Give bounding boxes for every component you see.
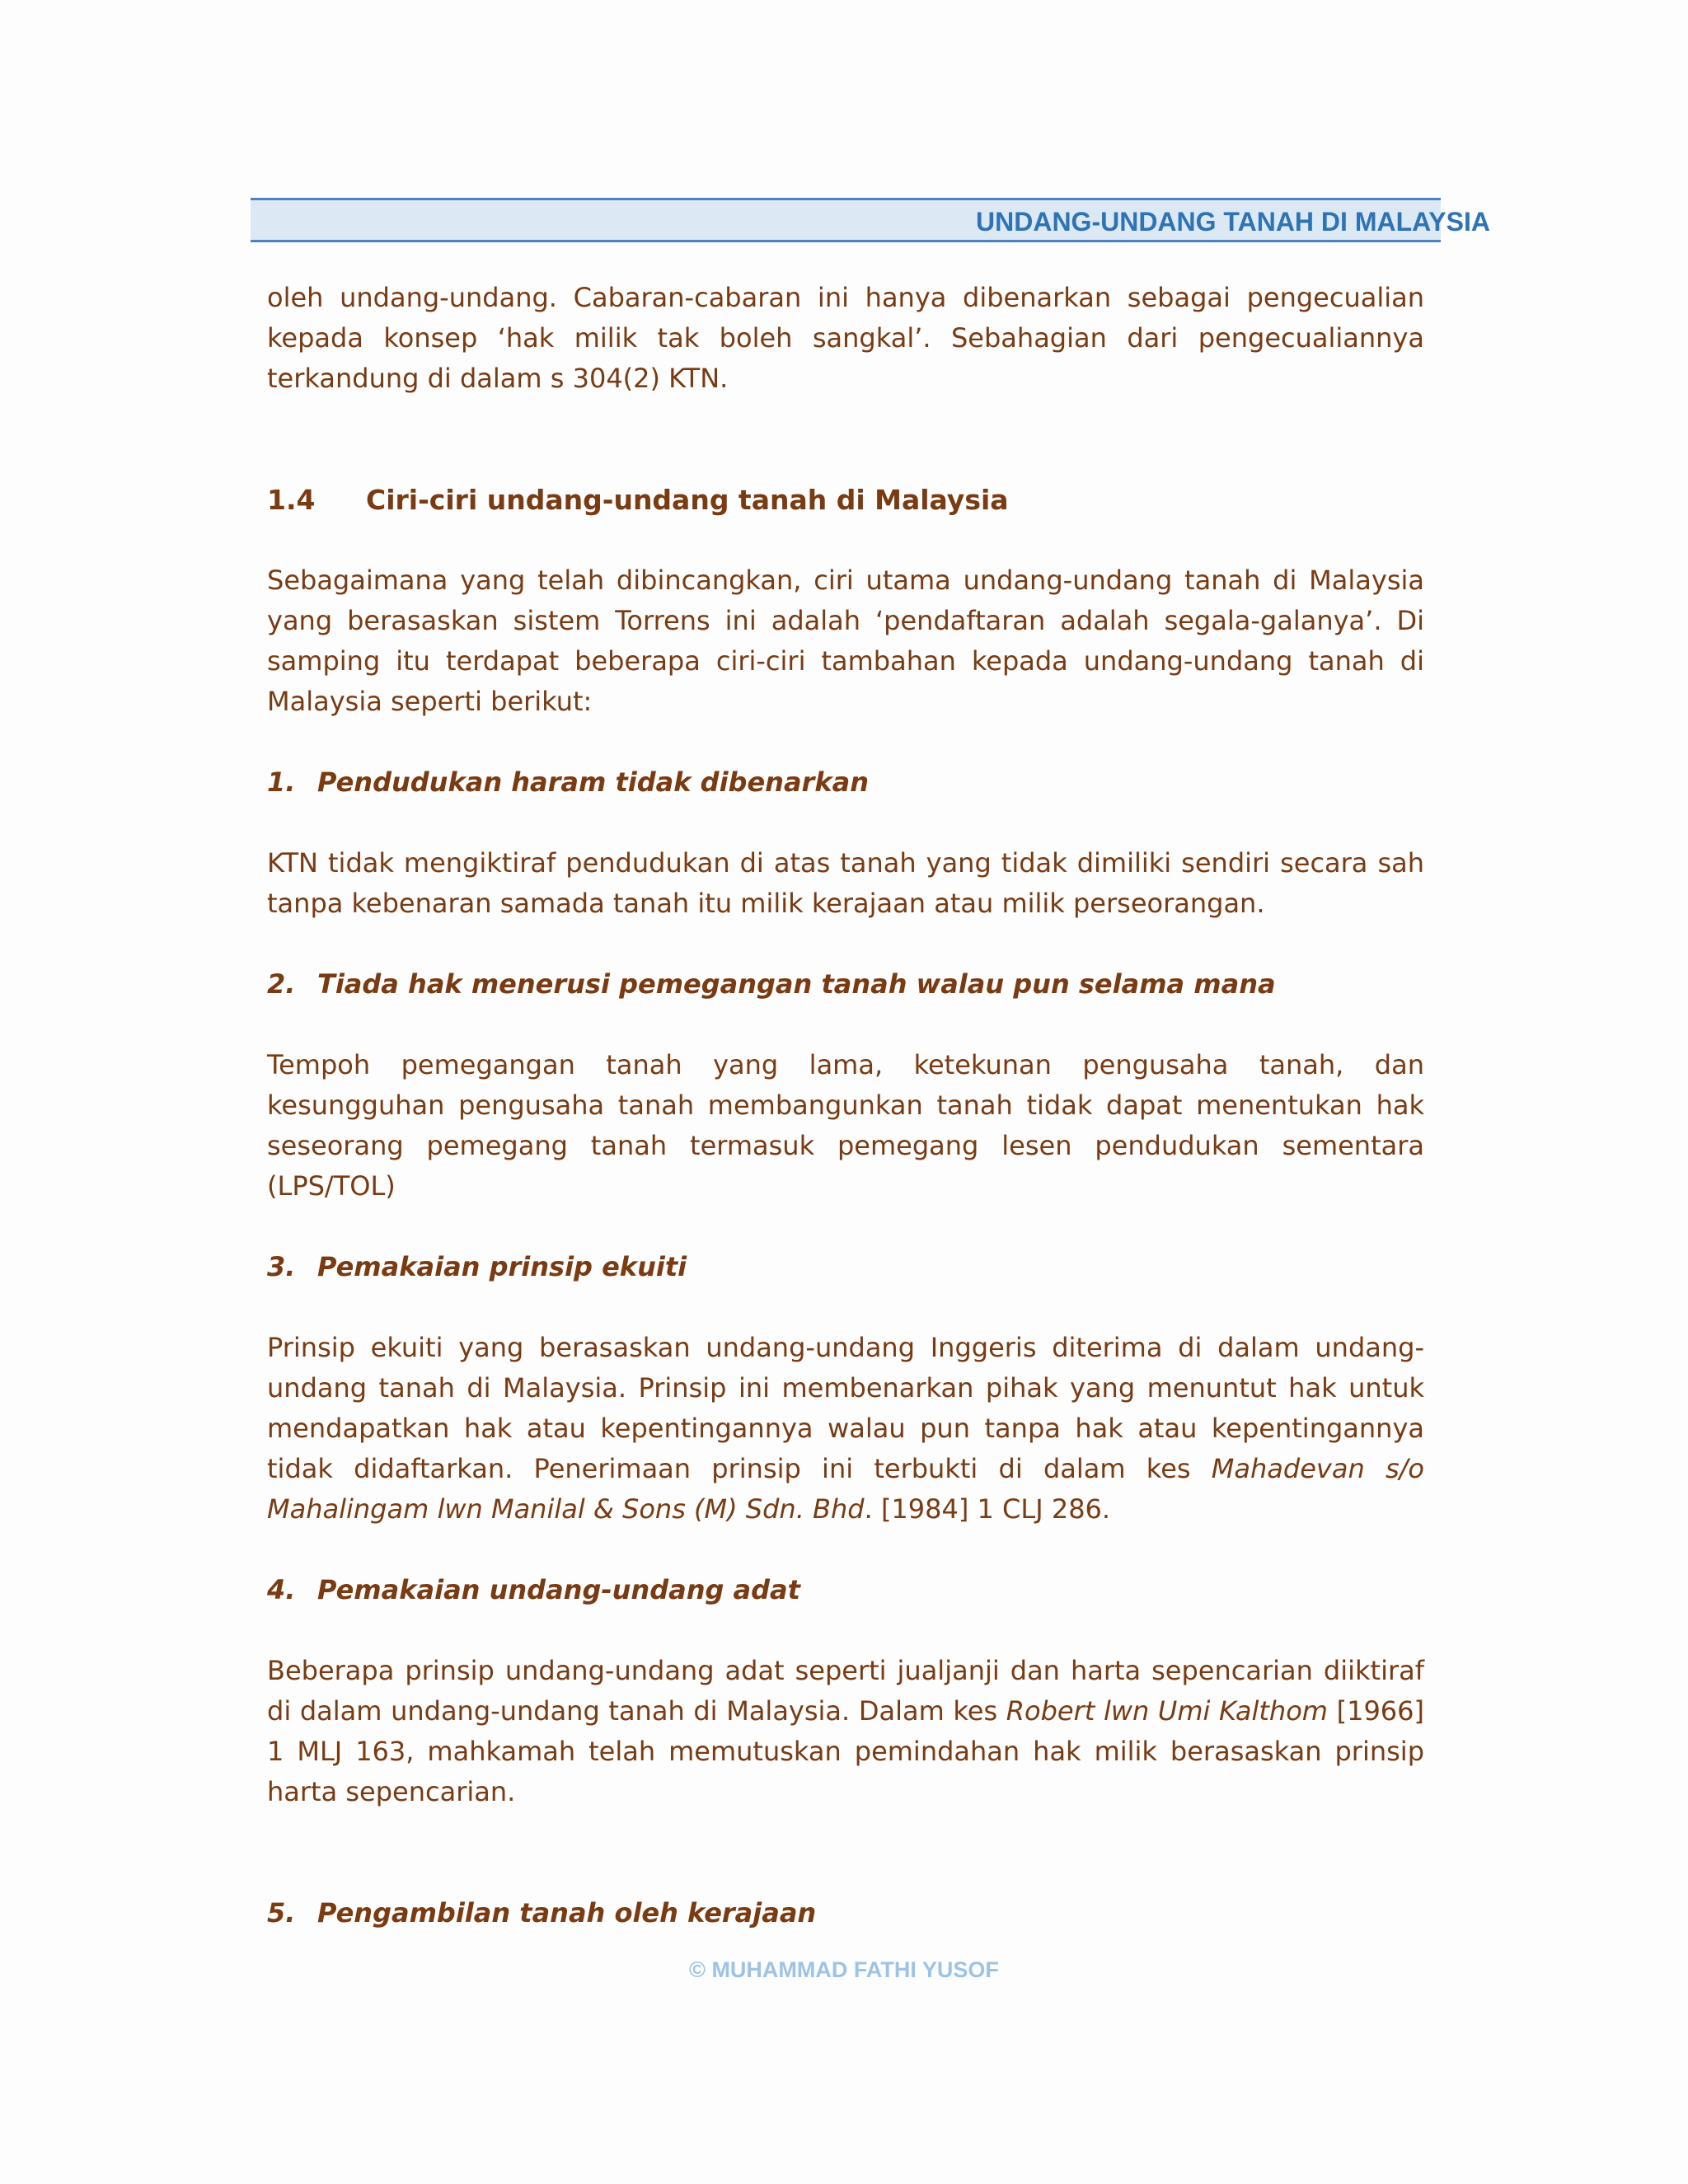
- item-body-text: Beberapa prinsip undang-undang adat seperti jualjanji dan harta sepencarian diiktiraf di dalam undang-undang tanah di Malaysia. Dalam kes: [267, 1655, 1424, 1727]
- item-heading: [267, 964, 1424, 1005]
- item-body-text: Prinsip ekuiti yang berasaskan undang-undang Inggeris diterima di dalam undang-undang tanah di Malaysia. Prinsip ini membenarkan pihak yang menuntut hak untuk mendapatkan hak atau kepentingannya walau pun tanpa hak atau kepentingannya tidak didaftarkan. Penerimaan prinsip ini terbukti di dalam kes: [267, 1332, 1424, 1484]
- item-title: Pendudukan haram tidak dibenarkan: [317, 766, 869, 798]
- item-number: 1.: [267, 766, 296, 798]
- item-title: Pengambilan tanah oleh kerajaan: [317, 1897, 817, 1929]
- intro-paragraph: oleh undang-undang. Cabaran-cabaran ini hanya dibenarkan sebagai pengecualian kepada konsep ‘hak milik tak boleh sangkal’. Sebahagian dari pengecualiannya terkandung di dalam s 304(2) KTN.: [267, 282, 1424, 394]
- case-citation: Robert lwn Umi Kalthom: [1006, 1695, 1328, 1727]
- page-content: [267, 278, 1424, 1933]
- item-heading: [267, 1570, 1424, 1610]
- item-heading: [267, 762, 1424, 803]
- case-citation: Mahadevan s/o Mahalingam lwn Manilal & Sons (M) Sdn. Bhd: [267, 1453, 1425, 1525]
- item-heading: [267, 1893, 1424, 1933]
- running-header-title: UNDANG-UNDANG TANAH DI MALAYSIA: [976, 207, 1490, 237]
- item-title: Pemakaian prinsip ekuiti: [317, 1251, 687, 1282]
- item-heading: [267, 1247, 1424, 1287]
- section-heading: [267, 480, 1424, 520]
- item-number: 2.: [267, 968, 296, 1000]
- running-header: [251, 198, 1490, 242]
- copyright-footer: © MUHAMMAD FATHI YUSOF: [689, 1957, 999, 1982]
- item-body: [267, 1328, 1424, 1530]
- item-body: KTN tidak mengiktiraf pendudukan di atas tanah yang tidak dimiliki sendiri secara sah tanpa kebenaran samada tanah itu milik kerajaan atau milik perseorangan.: [267, 847, 1424, 919]
- item-body: Tempoh pemegangan tanah yang lama, ketekunan pengusaha tanah, dan kesungguhan pengusaha tanah membangunkan tanah tidak dapat menentukan hak seseorang pemegang tanah termasuk pemegang lesen pendudukan sementara (LPS/TOL): [267, 1049, 1424, 1202]
- item-number: 5.: [267, 1897, 296, 1929]
- section-intro-paragraph: Sebagaimana yang telah dibincangkan, ciri utama undang-undang tanah di Malaysia yang berasaskan sistem Torrens ini adalah ‘pendaftaran adalah segala-galanya’. Di samping itu terdapat beberapa ciri-ciri tambahan kepada undang-undang tanah di Malaysia seperti berikut:: [267, 565, 1424, 717]
- item-title: Tiada hak menerusi pemegangan tanah walau pun selama mana: [317, 968, 1276, 1000]
- item-title: Pemakaian undang-undang adat: [317, 1574, 800, 1605]
- item-body: [267, 1651, 1424, 1812]
- item-number: 4.: [267, 1574, 296, 1605]
- item-number: 3.: [267, 1251, 296, 1282]
- item-body-text: [1966] 1 MLJ 163, mahkamah telah memutuskan pemindahan hak milik berasaskan prinsip harta sepencarian.: [267, 1695, 1425, 1807]
- section-title: Ciri-ciri undang-undang tanah di Malaysia: [366, 484, 1009, 516]
- section-number: 1.4: [267, 484, 316, 516]
- item-body-text: . [1984] 1 CLJ 286.: [864, 1493, 1111, 1525]
